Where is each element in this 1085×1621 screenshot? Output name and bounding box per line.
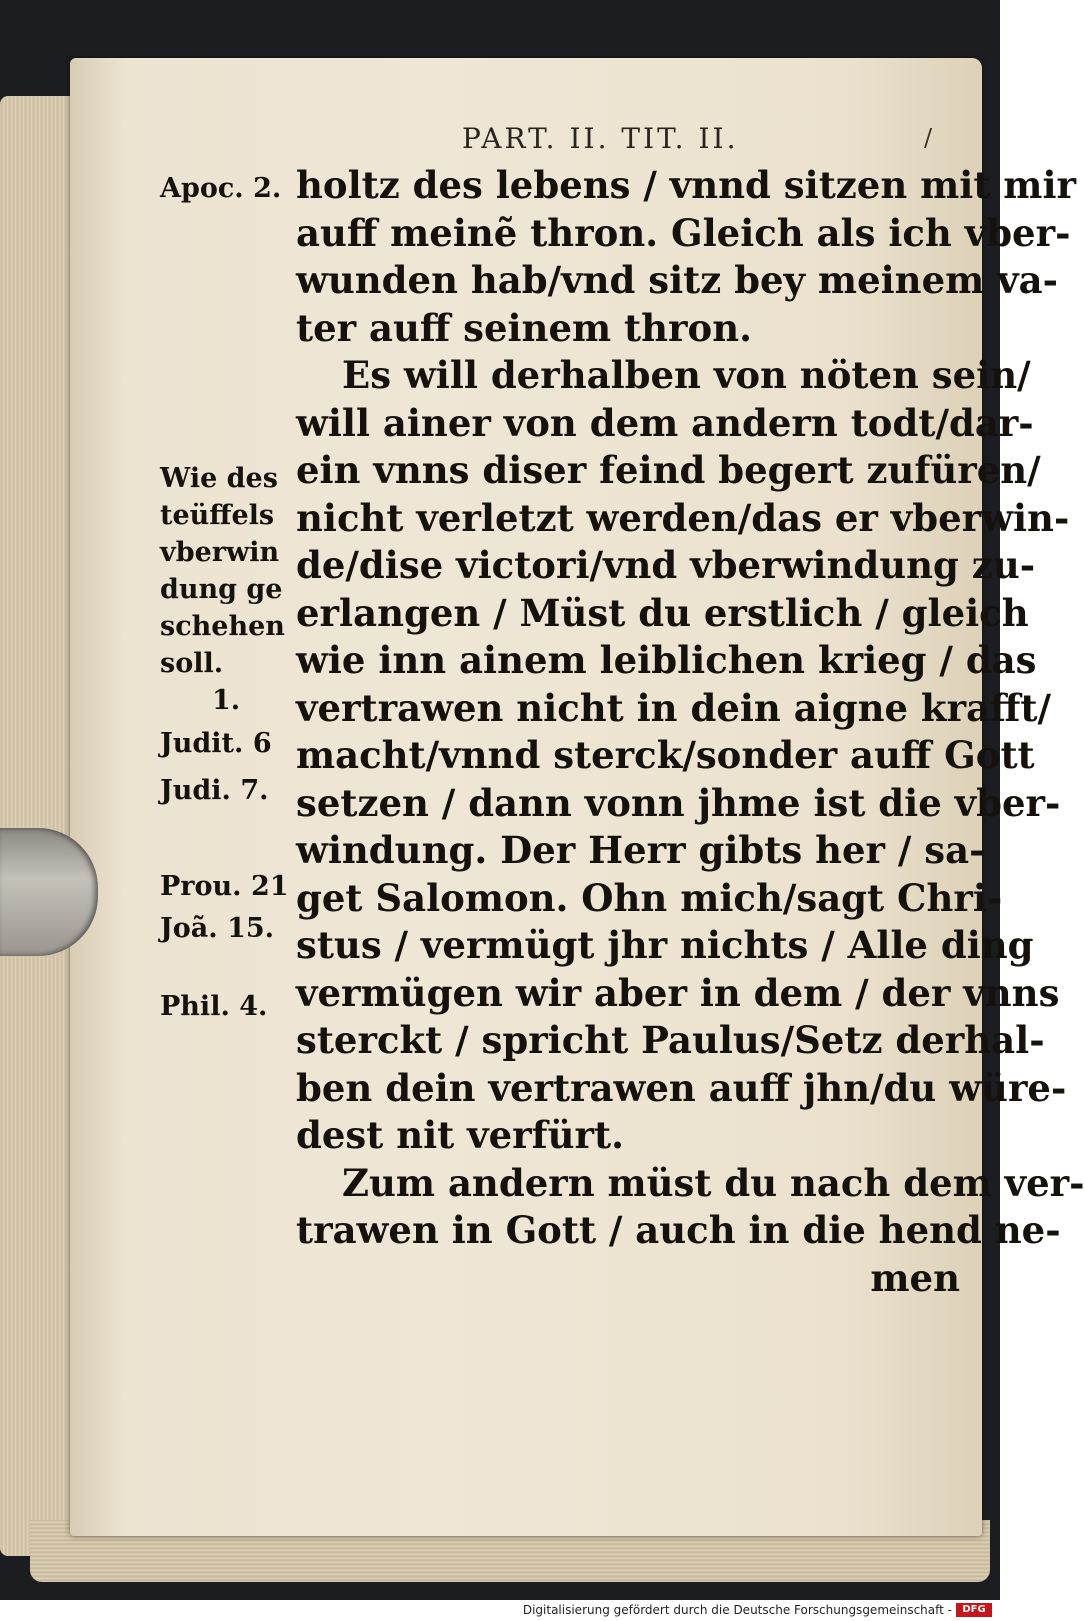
margin-note: 1. [212,685,241,716]
text-line: holtz des lebens / vnnd sitzen mit mir [296,163,1076,207]
text-line: stus / vermügt jhr nichts / Alle ding [296,923,1034,967]
text-line: wie inn ainem leiblichen krieg / das [296,638,1037,682]
body-text [296,162,1085,1302]
margin-note: Wie des [160,463,278,494]
margin-note: Joã. 15. [160,913,275,944]
footer-credit: Digitalisierung gefördert durch die Deutsche Forschungsgemeinschaft - [522,1603,952,1617]
page-mark: / [924,124,933,152]
catchword: men [870,1255,960,1300]
text-line: vermügen wir aber in dem / der vnns [296,970,1060,1015]
margin-note: Prou. 21 [160,871,289,902]
text-line: get Salomon. Ohn mich/sagt Chri- [296,875,1003,920]
text-line: dest nit verfürt. [296,1113,624,1157]
text-line: ben dein vertrawen auff jhn/du würe- [296,1065,1067,1110]
text-line: windung. Der Herr gibts her / sa- [296,828,985,872]
margin-note: Judi. 7. [160,775,269,806]
margin-note: vberwin [160,537,280,568]
book-page-edges [0,96,80,1556]
margin-note: Judit. 6 [160,728,272,759]
text-line: ein vnns diser feind begert zufüren/ [296,448,1041,492]
margin-note: teüffels [160,500,275,531]
text-line: erlangen / Müst du erstlich / gleich [296,590,1029,635]
text-line: setzen / dann vonn jhme ist die vber- [296,780,1061,825]
margin-note: soll. [160,648,224,679]
text-line: sterckt / spricht Paulus/Setz derhal- [296,1018,1045,1062]
text-line: vertrawen nicht in dein aigne krafft/ [296,685,1052,730]
margin-note: Phil. 4. [160,991,268,1022]
text-line: nicht verletzt werden/das er vberwin- [296,495,1070,540]
running-head: PART. II. TIT. II. [462,122,739,155]
margin-note: schehen [160,611,285,642]
text-line: Es will derhalben von nöten sein/ [342,353,1031,397]
text-line: de/dise victori/vnd vberwindung zu- [296,543,1036,587]
text-line: macht/vnnd sterck/sonder auff Gott [296,733,1035,777]
text-line: auff meinẽ thron. Gleich als ich vber- [296,210,1071,255]
text-line: trawen in Gott / auch in die hend ne- [296,1208,1061,1252]
text-line: wunden hab/vnd sitz bey meinem va- [296,258,1058,302]
text-line: will ainer von dem andern todt/dar- [296,400,1034,445]
dfg-logo: DFG [956,1603,992,1617]
text-line: ter auff seinem thron. [296,305,752,350]
margin-note: Apoc. 2. [160,173,282,204]
margin-note: dung ge [160,574,283,605]
text-line: Zum andern müst du nach dem ver- [342,1160,1085,1205]
